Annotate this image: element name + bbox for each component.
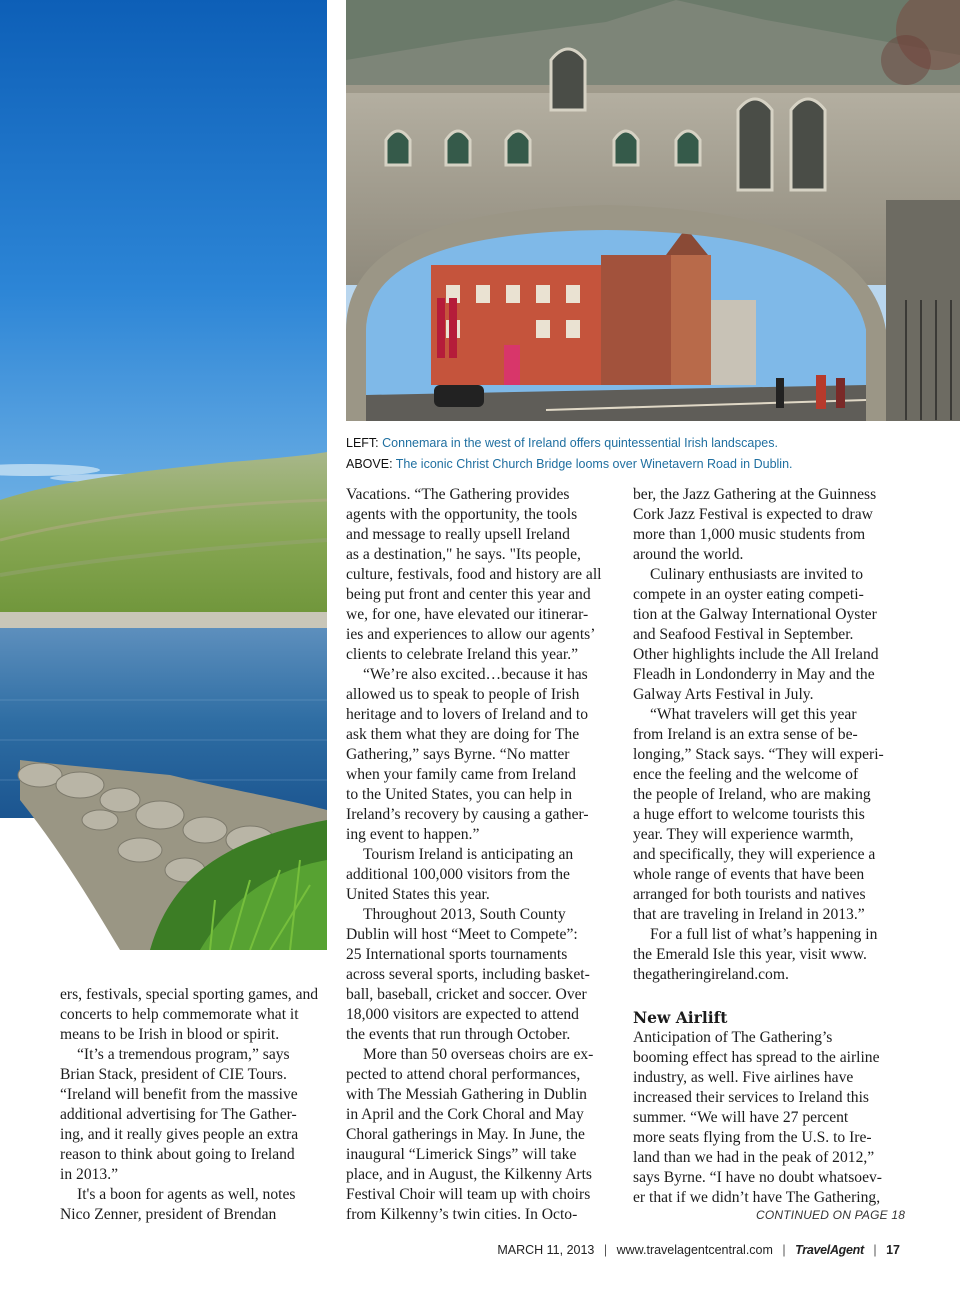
text-line: place, and in August, the Kilkenny Arts (346, 1166, 592, 1183)
text-line: “What travelers will get this year (650, 706, 857, 723)
text-line: tion at the Galway International Oyster (633, 606, 877, 623)
page-number: 17 (886, 1243, 900, 1257)
text-line: the people of Ireland, who are making (633, 786, 871, 803)
text-line: culture, festivals, food and history are all (346, 566, 602, 583)
text-line: More than 50 overseas choirs are ex- (363, 1046, 594, 1063)
text-line: thegatheringireland.com. (633, 966, 789, 983)
text-line: booming effect has spread to the airline (633, 1049, 880, 1066)
text-line: that are traveling in Ireland in 2013.” (633, 906, 865, 923)
text-line: from Ireland is an extra sense of be- (633, 726, 858, 743)
text-line: to the United States, you can help in (346, 786, 573, 803)
footer-url[interactable]: www.travelagentcentral.com (616, 1243, 773, 1257)
text-line: inaugural “Limerick Sings” will take (346, 1146, 577, 1163)
text-line: in April and the Cork Choral and May (346, 1106, 584, 1123)
text-line: compete in an oyster eating competi- (633, 586, 864, 603)
text-line: ers, festivals, special sporting games, and (60, 986, 319, 1003)
text-line: increased their services to Ireland this (633, 1089, 869, 1106)
text-line: ask them what they are doing for The (346, 726, 580, 743)
text-line: It's a boon for agents as well, notes (77, 1186, 296, 1203)
text-line: the events that run through October. (346, 1026, 571, 1043)
text-line: a huge effort to welcome tourists this (633, 806, 865, 823)
text-line: For a full list of what’s happening in (650, 926, 878, 943)
footer-brand: TravelAgent (795, 1243, 864, 1257)
connemara-photo (0, 0, 327, 950)
text-line: more seats flying from the U.S. to Ire- (633, 1129, 872, 1146)
text-line: Other highlights include the All Ireland (633, 646, 879, 663)
text-line: year. They will experience warmth, (633, 826, 854, 843)
text-line: Cork Jazz Festival is expected to draw (633, 506, 873, 523)
text-line: ing, and it really gives people an extra (60, 1126, 299, 1143)
text-line: 18,000 visitors are expected to attend (346, 1006, 579, 1023)
text-line: more than 1,000 music students from (633, 526, 866, 543)
text-line: er that if we didn’t have The Gathering, (633, 1189, 881, 1206)
text-line: ber, the Jazz Gathering at the Guinness (633, 486, 877, 503)
text-line: Brian Stack, president of CIE Tours. (60, 1066, 287, 1083)
text-line: pected to attend choral performances, (346, 1066, 581, 1083)
text-line: the Emerald Isle this year, visit www. (633, 946, 867, 963)
text-line: around the world. (633, 546, 744, 563)
text-line: Festival Choir will team up with choirs (346, 1186, 591, 1203)
text-line: Dublin will host “Meet to Compete”: (346, 926, 578, 943)
text-line: in 2013.” (60, 1166, 119, 1183)
text-line: Nico Zenner, president of Brendan (60, 1206, 277, 1223)
subhead-new-airlift: New Airlift (633, 1008, 728, 1027)
caption-left-key: LEFT: (346, 436, 379, 450)
text-line: longing,” Stack says. “They will experi- (633, 746, 884, 763)
text-line: Galway Arts Festival in July. (633, 686, 814, 703)
text-line: from Kilkenny’s twin cities. In Octo- (346, 1206, 578, 1223)
text-line: being put front and center this year and (346, 586, 591, 603)
page-footer (497, 1243, 900, 1257)
text-line: with The Messiah Gathering in Dublin (346, 1086, 587, 1103)
text-line: “It’s a tremendous program,” says (77, 1046, 290, 1063)
text-line: clients to celebrate Ireland this year.” (346, 646, 579, 663)
article-column-right (633, 485, 908, 1208)
text-line: heritage and to lovers of Ireland and to (346, 706, 589, 723)
text-line: ball, baseball, cricket and soccer. Over (346, 986, 587, 1003)
text-line: additional advertising for The Gather- (60, 1106, 297, 1123)
text-line: and Seafood Festival in September. (633, 626, 854, 643)
text-line: land than we had in the peak of 2012,” (633, 1149, 875, 1166)
article-column-left (60, 985, 324, 1225)
text-line: Culinary enthusiasts are invited to (650, 566, 864, 583)
text-line: Choral gatherings in May. In June, the (346, 1126, 585, 1143)
text-line: allowed us to speak to people of Irish (346, 686, 580, 703)
caption-left (346, 436, 778, 450)
article-column-middle (346, 485, 616, 1225)
footer-separator: | (603, 1243, 608, 1257)
text-line: Vacations. “The Gathering provides (346, 486, 570, 503)
text-line: agents with the opportunity, the tools (346, 506, 578, 523)
text-line: summer. “We will have 27 percent (633, 1109, 849, 1126)
text-line: Gathering,” says Byrne. “No matter (346, 746, 570, 763)
text-line: Tourism Ireland is anticipating an (363, 846, 574, 863)
text-line: whole range of events that have been (633, 866, 865, 883)
text-line: Ireland’s recovery by causing a gather- (346, 806, 589, 823)
text-line: and message to really upsell Ireland (346, 526, 570, 543)
text-line: Anticipation of The Gathering’s (633, 1029, 833, 1046)
footer-date: MARCH 11, 2013 (497, 1243, 595, 1257)
text-line: United States this year. (346, 886, 490, 903)
text-line: we, for one, have elevated our itinerar- (346, 606, 589, 623)
text-line: ing event to happen.” (346, 826, 480, 843)
text-line: ies and experiences to allow our agents’ (346, 626, 596, 643)
text-line: arranged for both tourists and natives (633, 886, 866, 903)
text-line: reason to think about going to Ireland (60, 1146, 295, 1163)
text-line: across several sports, including basket- (346, 966, 590, 983)
continued-on-page-note: CONTINUED ON PAGE 18 (756, 1208, 906, 1222)
text-line: means to be Irish in blood or spirit. (60, 1026, 280, 1043)
text-line: additional 100,000 visitors from the (346, 866, 570, 883)
footer-separator: | (782, 1243, 786, 1257)
caption-above-key: ABOVE: (346, 457, 393, 471)
text-line: when your family came from Ireland (346, 766, 576, 783)
text-line: industry, as well. Five airlines have (633, 1069, 854, 1086)
caption-left-text: Connemara in the west of Ireland offers quintessential Irish landscapes. (382, 436, 778, 450)
text-line: and specifically, they will experience a (633, 846, 876, 863)
christ-church-bridge-photo (346, 0, 960, 421)
text-line: “Ireland will benefit from the massive (60, 1086, 298, 1103)
text-line: ence the feeling and the welcome of (633, 766, 859, 783)
caption-above-text: The iconic Christ Church Bridge looms over Winetavern Road in Dublin. (395, 457, 793, 471)
text-line: says Byrne. “I have no doubt whatsoev- (633, 1169, 883, 1186)
text-line: concerts to help commemorate what it (60, 1006, 299, 1023)
text-line: 25 International sports tournaments (346, 946, 568, 963)
text-line: Fleadh in Londonderry in May and the (633, 666, 875, 683)
text-line: “We’re also excited…because it has (363, 666, 588, 683)
footer-separator: | (873, 1243, 877, 1257)
text-line: Throughout 2013, South County (363, 906, 566, 923)
caption-above (346, 457, 793, 471)
text-line: as a destination," he says. "Its people, (346, 546, 581, 563)
